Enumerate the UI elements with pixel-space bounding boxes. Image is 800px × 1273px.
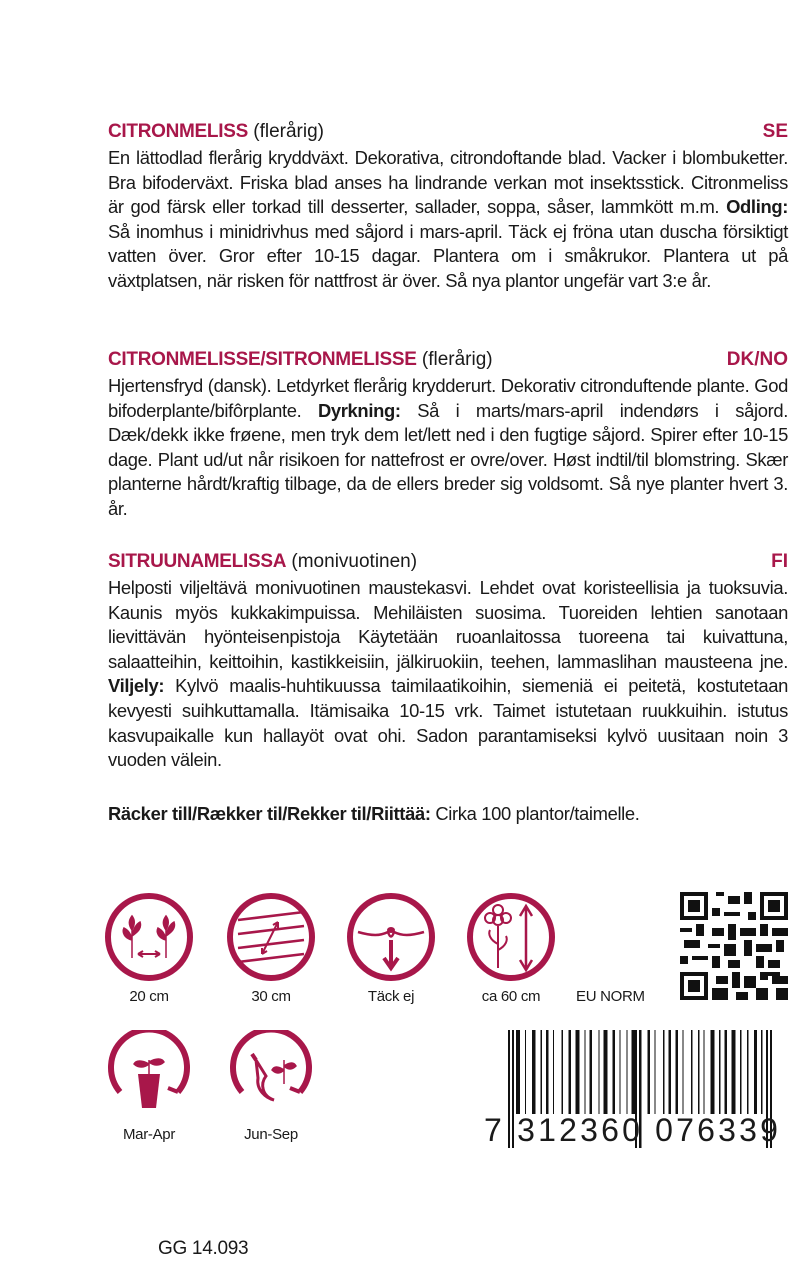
section-heading — [108, 548, 788, 576]
do-not-cover-seeds-icon — [346, 892, 436, 982]
yield-value: Cirka 100 plantor/taimelle. — [430, 803, 640, 824]
language-code: DK/NO — [726, 349, 788, 370]
do-not-cover-label: Täck ej — [367, 988, 415, 1005]
plant-spacing-label: 20 cm — [129, 988, 169, 1005]
yield-label: Räcker till/Rækker til/Rekker til/Riittää: — [108, 803, 431, 824]
section-se — [108, 118, 788, 294]
plant-lifecycle: (monivuotinen) — [286, 551, 418, 572]
section-heading — [108, 346, 788, 374]
language-code: SE — [762, 121, 788, 142]
harvest-sickle-icon — [226, 1030, 316, 1120]
sowing-indoors-pot-icon — [104, 1030, 194, 1120]
growing-label: Viljely: — [108, 675, 165, 697]
plant-height-icon — [466, 892, 556, 982]
description-text: En lättodlad flerårig kryddväxt. Dekorativa, citrondoftande blad. Vacker i blombuketter. Bra bifoderväxt. Friska blad anses ha lindrande verkan mot insektsstick. Citronmeliss är god färsk eller torkad till desserter, sallader, soppa, såser, lammkött m.m. Odling: Så inomhus i minidrivhus med såjord i mars-april. Täck ej fröna utan duscha försiktigt vatten över. Gror efter 10-15 dagar. Plantera om i småkrukor. Plantera ut på växtplatsen, när risken för nattfrost är över. Så nya plantor ungefär vart 3:e år. — [108, 147, 788, 291]
description-text: Hjertensfryd (dansk). Letdyrket flerårig krydderurt. Dekorativ citronduftende plante. God bifoderplante/bifôrplante. Dyrkning: Så i marts/mars-april indendørs i såjord. Dæk/dekk ikke frøene, men tryk dem let/lett ned i den fugtige såjord. Spirer efter 10-15 dage. Plant ud/ut når risikoen for nattefrost er ovre/over. Høst indtil/til blomstring. Skær planterne hårdt/kraftig tilbage, da de ellers breder sig voldsomt. Så nye planter hvert 3. år. — [108, 375, 788, 519]
language-code: FI — [771, 551, 788, 572]
section-heading — [108, 118, 788, 146]
plant-height-label: ca 60 cm — [481, 988, 541, 1005]
yield-info — [108, 802, 788, 826]
plant-lifecycle: (flerårig) — [247, 121, 324, 142]
growing-label: Odling: — [726, 196, 788, 218]
plant-spacing-icon — [104, 892, 194, 982]
barcode-number: 7 312360 076339 — [484, 1112, 782, 1148]
plant-lifecycle: (flerårig) — [416, 349, 493, 370]
row-spacing-icon — [226, 892, 316, 982]
plant-name: SITRUUNAMELISSA — [108, 551, 287, 572]
product-code: GG 14.093 — [158, 1238, 249, 1259]
harvest-label: Jun-Sep — [244, 1126, 298, 1143]
row-spacing-label: 30 cm — [251, 988, 291, 1005]
plant-name: CITRONMELISSE/SITRONMELISSE — [108, 349, 417, 370]
eu-norm-label: EU NORM — [576, 988, 645, 1005]
qr-code — [680, 892, 788, 1000]
growing-label: Dyrkning: — [317, 399, 401, 421]
plant-name: CITRONMELISS — [108, 121, 248, 142]
sowing-label: Mar-Apr — [122, 1126, 176, 1143]
section-dk-no — [108, 346, 788, 522]
description-text: Helposti viljeltävä monivuotinen maustekasvi. Lehdet ovat koristeellisia ja tuoksuvia. Kaunis myös kukkakimpuissa. Mehiläisten suosima. Tuoreiden lehtien sanotaan lievittävän hyönteisenpistoja Käytetään ruoanlaitossa tuoreena tai kuivattuna, salaatteihin, keittoihin, kastikkeisiin, jälkiruokiin, teehen, lammaslihan mausteena jne. Viljely: Kylvö maalis-huhtikuussa taimilaatikoihin, siemeniä ei peitetä, kostutetaan kevyesti suihkuttamalla. Itämisaika 10-15 vrk. Taimet istutetaan ruukkuihin. istutus kasvupaikalle kun hallayöt ovat ohi. Sadon parantamiseksi kylvö uusitaan noin 3 vuoden välein. — [108, 577, 788, 771]
section-fi — [108, 548, 788, 773]
